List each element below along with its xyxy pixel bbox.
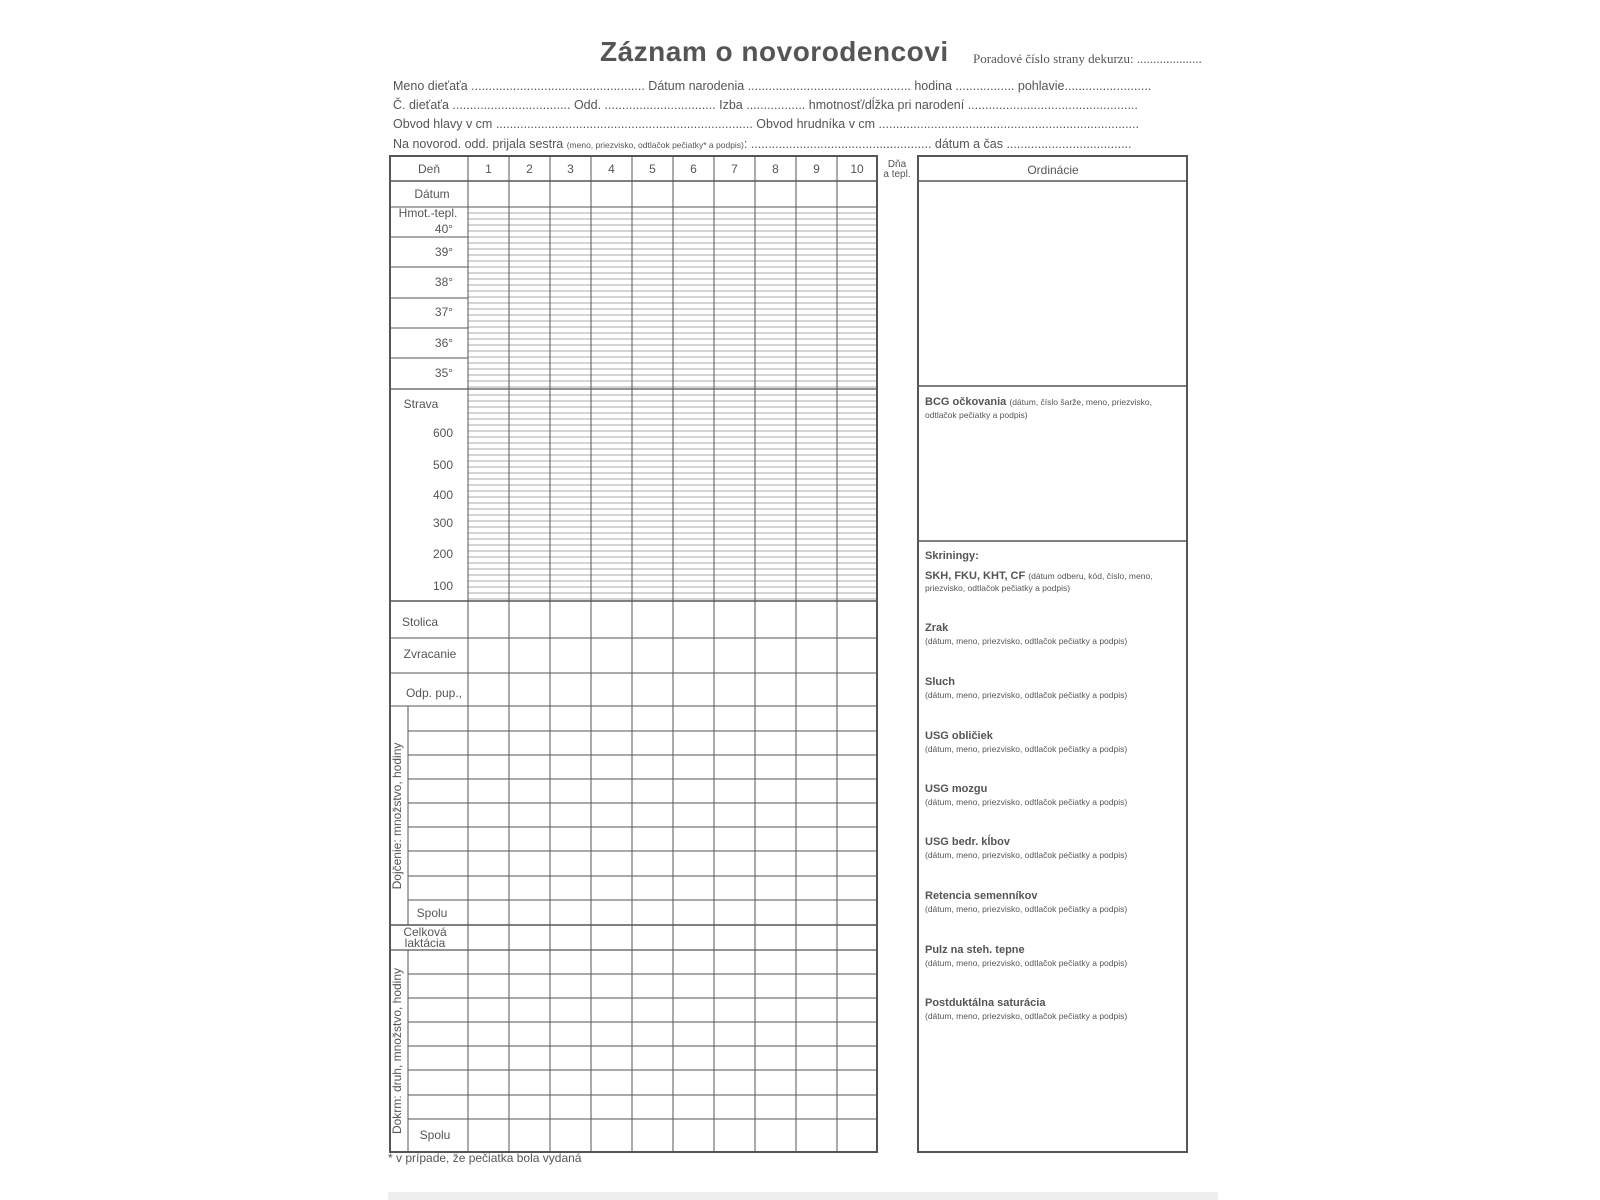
screening-item-label: Retencia semenníkov [925,890,1038,902]
day-number-label: 8 [772,162,779,176]
supplement-rotated-label: Dokrm: druh, množstvo, hodiny [390,967,404,1135]
table-grid-lines [390,156,1187,1152]
screening-item-sub-label: (dátum, meno, priezvisko, odtlačok pečiatky a podpis) [925,797,1128,807]
day-number-label: 2 [526,162,533,176]
screening-item-label: Zrak [925,622,949,634]
stool-label: Stolica [401,615,439,629]
screenings-label: Skriningy: [925,550,979,562]
bcg-sub-label: (dátum, číslo šarže, meno, priezvisko, [1009,397,1153,407]
breastfeeding-total-label: Spolu [416,906,448,920]
day-number-label: 5 [649,162,656,176]
bcg-sub-label: odtlačok pečiatky a podpis) [925,410,1028,420]
temperature-label: 40° [434,222,454,236]
diet-value-label: 500 [432,458,454,472]
screening-item-label: USG obličiek [925,730,993,742]
screening-skh-sub-label: (dátum odberu, kód, číslo, meno, [1028,571,1153,581]
admission-datetime: : .................................................... dátum a čas .................................... [743,137,1132,151]
admission-label: Na novorod. odd. prijala sestra [393,137,564,151]
temperature-label: 36° [434,336,454,350]
diet-label: Strava [403,397,439,411]
date-row-label: Dátum [414,187,450,201]
screening-skh-sub-label: priezvisko, odtlačok pečiatky a podpis) [925,583,1071,593]
umbilical-label: Odp. pup., [405,686,463,700]
day-number-label: 9 [813,162,820,176]
day-number-label: 10 [850,162,864,176]
screening-item-label: Sluch [925,676,955,688]
temperature-label: 38° [434,275,454,289]
lactation-label: laktácia [404,936,446,950]
child-name-line: Meno dieťaťa .................................................. Dátum narodenia ............................................... hodina ................. pohlavie......................... [393,79,1152,93]
screening-item-sub-label: (dátum, meno, priezvisko, odtlačok pečiatky a podpis) [925,1011,1128,1021]
temperature-label: 35° [434,366,454,380]
day-temp-header-label: Dňa [887,159,907,170]
lactation-label: Celková [403,925,447,939]
day-number-label: 4 [608,162,615,176]
page-number-field: Poradové číslo strany dekurzu: .................... [973,51,1202,66]
head-circumference-line: Obvod hlavy v cm .......................................................................... Obvod hrudníka v cm ........................................................................... [393,117,1140,131]
day-number-label: 3 [567,162,574,176]
temperature-label: 37° [434,305,454,319]
page-edge-shade [388,1192,1218,1200]
diet-value-label: 300 [432,516,454,530]
screening-skh-label: SKH, FKU, KHT, CF (dátum odberu, kód, číslo, meno, [925,570,1153,582]
supplement-total-label: Spolu [419,1128,451,1142]
day-header-label: Deň [417,162,441,176]
page-title: Záznam o novorodencovi [600,36,949,67]
day-number-label: 6 [690,162,697,176]
data-grid-frame [390,156,877,1152]
screening-item-label: Pulz na steh. tepne [925,944,1025,956]
admission-note: (meno, priezvisko, odtlačok pečiatky* a podpis) [566,140,744,150]
screening-item-sub-label: (dátum, meno, priezvisko, odtlačok pečiatky a podpis) [925,958,1128,968]
table-labels [390,159,1079,1142]
diet-value-label: 600 [432,426,454,440]
screening-item-sub-label: (dátum, meno, priezvisko, odtlačok pečiatky a podpis) [925,690,1128,700]
day-number-label: 1 [485,162,492,176]
screening-item-label: USG bedr. kĺbov [925,836,1010,848]
day-temp-header-label: a tepl. [883,169,911,180]
vomit-label: Zvracanie [403,647,457,661]
diet-value-label: 400 [432,488,454,502]
screening-item-label: USG mozgu [925,783,988,795]
diet-value-label: 200 [432,547,454,561]
diet-value-label: 100 [432,579,454,593]
screening-item-sub-label: (dátum, meno, priezvisko, odtlačok pečiatky a podpis) [925,744,1128,754]
weight-temp-label: Hmot.-tepl. [398,206,458,220]
day-number-label: 7 [731,162,738,176]
screening-item-sub-label: (dátum, meno, priezvisko, odtlačok pečiatky a podpis) [925,850,1128,860]
temperature-label: 39° [434,245,454,259]
footnote: * v prípade, že pečiatka bola vydaná [388,1151,582,1165]
screening-item-label: Postduktálna saturácia [925,997,1046,1009]
breastfeeding-rotated-label: Dojčenie: množstvo, hodiny [390,742,404,890]
bcg-label: BCG očkovania (dátum, číslo šarže, meno, priezvisko, [925,396,1153,408]
screening-item-sub-label: (dátum, meno, priezvisko, odtlačok pečiatky a podpis) [925,904,1128,914]
orders-header-label: Ordinácie [1027,163,1079,177]
screening-item-sub-label: (dátum, meno, priezvisko, odtlačok pečiatky a podpis) [925,636,1128,646]
child-number-line: Č. dieťaťa .................................. Odd. ................................ Izba ................. hmotnosť/dĺžka pri narodení ................................................. [393,98,1138,112]
